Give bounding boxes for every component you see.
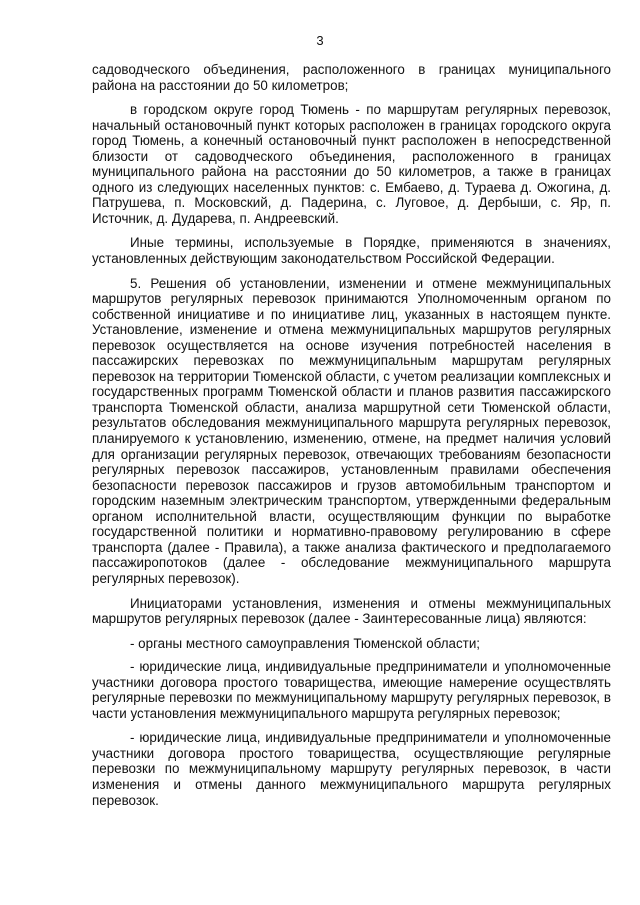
paragraph-tyumen-routes: в городском округе город Тюмень - по маршрутам регулярных перевозок, начальный остановочный пункт которых расположен в границах городского округа город Тюмень, а конечный остановочный пункт расположен в непосредственной близости от садоводческого объединения, расположенного в границах муниципального района на расстоянии до 50 километров, а также в границах одного из следующих населенных пунктов: с. Ембаево, д. Тураева д. Ожогина, д. Патрушева, п. Московский, д. Падерина, с. Луговое, д. Дербыши, с. Яр, п. Источник, д. Дударева, п. Андреевский. bbox=[92, 102, 611, 226]
list-item-existing-carriers: - юридические лица, индивидуальные предприниматели и уполномоченные участники договора простого товарищества, осуществляющие регулярные перевозки по межмуниципальному маршруту регулярных перевозок, в части изменения и отмены данного межмуниципального маршрута регулярных перевозок. bbox=[92, 730, 611, 808]
paragraph-continuation: садоводческого объединения, расположенного в границах муниципального района на расстоянии до 50 километров; bbox=[92, 62, 611, 93]
list-item-establishment-carriers: - юридические лица, индивидуальные предприниматели и уполномоченные участники договора простого товарищества, имеющие намерение осуществлять регулярные перевозки по межмуниципальному маршруту регулярных перевозок, в части установления межмуниципального маршрута регулярных перевозок; bbox=[92, 659, 611, 721]
paragraph-initiators: Инициаторами установления, изменения и отмены межмуниципальных маршрутов регулярных перевозок (далее - Заинтересованные лица) являются: bbox=[92, 595, 611, 627]
page-number: 3 bbox=[316, 33, 324, 48]
list-item-local-authorities: - органы местного самоуправления Тюменской области; bbox=[130, 635, 481, 651]
document-body bbox=[92, 62, 611, 817]
paragraph-clause-5: 5. Решения об установлении, изменении и отмене межмуниципальных маршрутов регулярных перевозок принимаются Уполномоченным органом по собственной инициативе и по инициативе лиц, указанных в настоящем пункте. Установление, изменение и отмена межмуниципальных маршрутов регулярных перевозок осуществляется на основе изучения потребностей населения в пассажирских перевозках по межмуниципальным маршрутам регулярных перевозок на территории Тюменской области, с учетом реализации комплексных и государственных программ Тюменской области и планов развития пассажирского транспорта Тюменской области, анализа маршрутной сети Тюменской области, результатов обследования межмуниципального маршрута регулярных перевозок, планируемого к установлению, изменению, отмене, на предмет наличия условий для организации регулярных перевозок, отвечающих требованиям безопасности регулярных перевозок пассажиров, установленным правилами обеспечения безопасности перевозок пассажиров и грузов автомобильным транспортом и городским наземным электрическим транспортом, утвержденными федеральным органом исполнительной власти, осуществляющим функции по выработке государственной политики и нормативно-правовому регулированию в сфере транспорта (далее - Правила), а также анализа фактического и предполагаемого пассажиропотоков (далее - обследование межмуниципального маршрута регулярных перевозок). bbox=[92, 275, 612, 586]
paragraph-other-terms: Иные термины, используемые в Порядке, применяются в значениях, установленных действующим законодательством Российской Федерации. bbox=[92, 235, 611, 267]
